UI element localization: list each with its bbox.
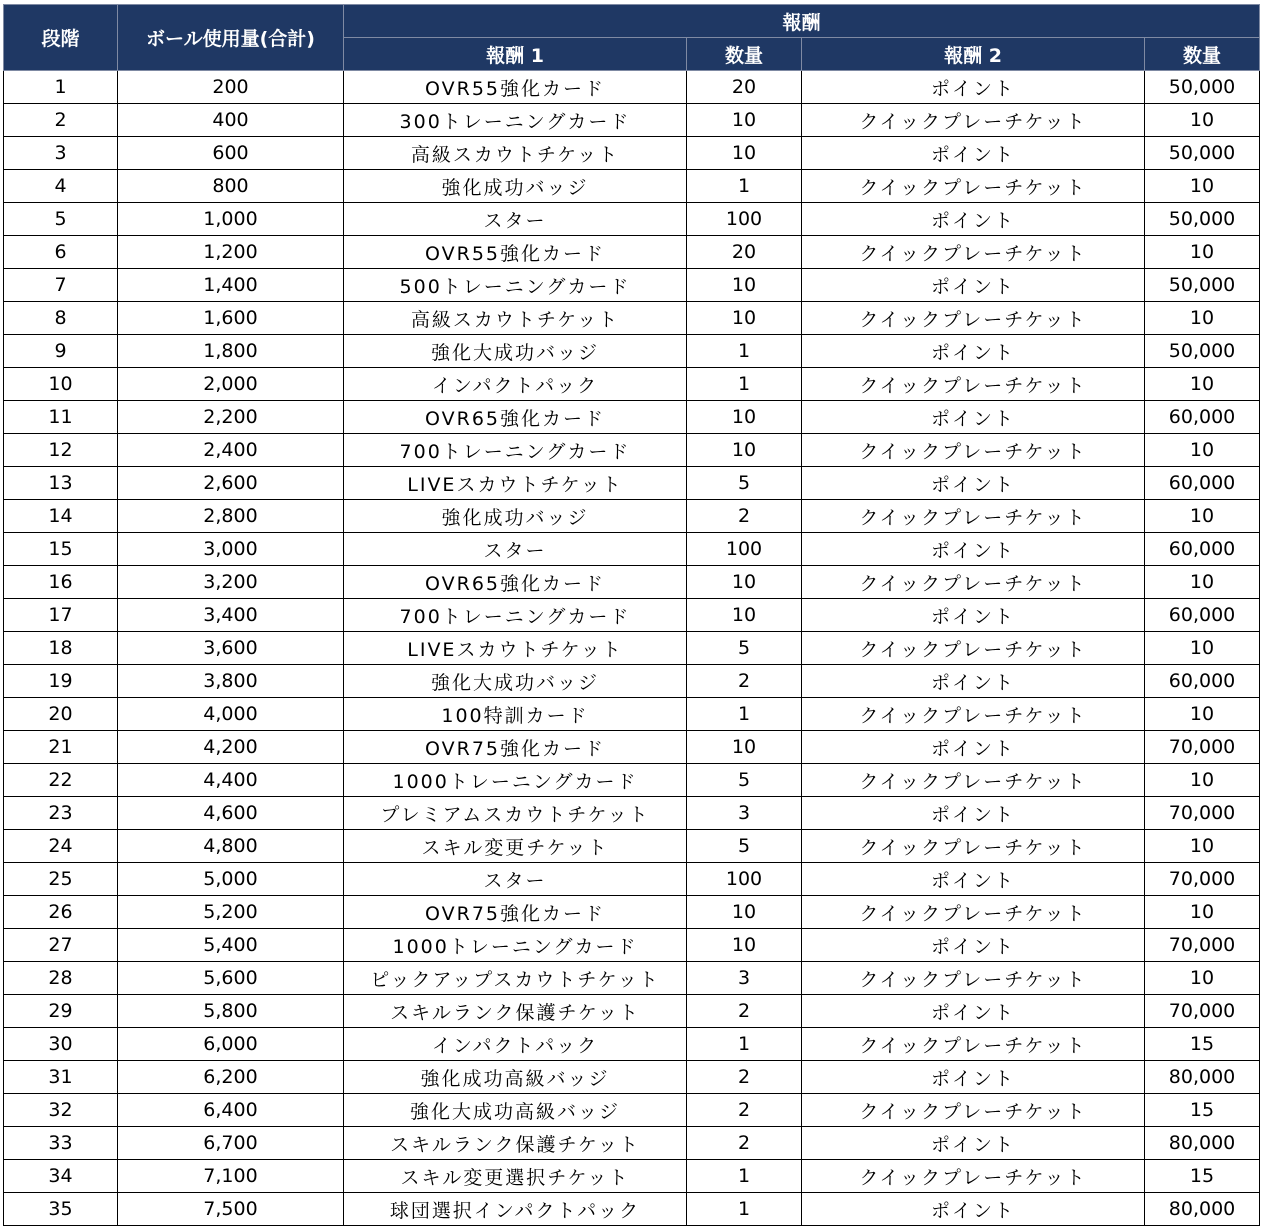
table-row (4, 797, 1260, 830)
cell-ball-usage: 3,400 (118, 599, 344, 632)
header-qty1: 数量 (687, 38, 802, 71)
cell-ball-usage: 400 (118, 104, 344, 137)
cell-qty2: 60,000 (1145, 599, 1260, 632)
cell-reward2: ポイント (802, 335, 1145, 368)
cell-stage: 9 (4, 335, 118, 368)
cell-ball-usage: 2,600 (118, 467, 344, 500)
cell-stage: 26 (4, 896, 118, 929)
cell-ball-usage: 6,200 (118, 1061, 344, 1094)
table-row (4, 995, 1260, 1028)
cell-qty1: 20 (687, 71, 802, 104)
cell-stage: 17 (4, 599, 118, 632)
cell-reward2: クイックプレーチケット (802, 500, 1145, 533)
cell-stage: 30 (4, 1028, 118, 1061)
cell-reward2: ポイント (802, 1193, 1145, 1226)
cell-stage: 23 (4, 797, 118, 830)
table-row (4, 1028, 1260, 1061)
cell-ball-usage: 1,400 (118, 269, 344, 302)
table-body (4, 71, 1260, 1226)
table-row (4, 929, 1260, 962)
cell-qty1: 5 (687, 632, 802, 665)
cell-reward1: スター (344, 863, 687, 896)
cell-reward1: スキル変更選択チケット (344, 1160, 687, 1193)
cell-qty2: 10 (1145, 962, 1260, 995)
cell-reward2: ポイント (802, 1061, 1145, 1094)
table-row (4, 764, 1260, 797)
cell-stage: 15 (4, 533, 118, 566)
cell-reward1: スター (344, 533, 687, 566)
cell-reward2: クイックプレーチケット (802, 632, 1145, 665)
cell-qty1: 20 (687, 236, 802, 269)
cell-qty1: 2 (687, 1094, 802, 1127)
cell-stage: 5 (4, 203, 118, 236)
cell-qty2: 50,000 (1145, 203, 1260, 236)
cell-ball-usage: 4,800 (118, 830, 344, 863)
cell-qty1: 1 (687, 1160, 802, 1193)
cell-reward2: ポイント (802, 731, 1145, 764)
cell-stage: 21 (4, 731, 118, 764)
cell-qty2: 70,000 (1145, 929, 1260, 962)
reward-table (3, 4, 1260, 1226)
cell-qty2: 10 (1145, 170, 1260, 203)
table-row (4, 830, 1260, 863)
cell-reward2: クイックプレーチケット (802, 236, 1145, 269)
cell-qty2: 10 (1145, 500, 1260, 533)
cell-qty1: 1 (687, 1028, 802, 1061)
cell-reward2: クイックプレーチケット (802, 1028, 1145, 1061)
cell-reward2: ポイント (802, 137, 1145, 170)
table-row (4, 467, 1260, 500)
cell-stage: 8 (4, 302, 118, 335)
cell-qty2: 10 (1145, 632, 1260, 665)
table-row (4, 665, 1260, 698)
cell-qty1: 2 (687, 1127, 802, 1160)
cell-qty1: 5 (687, 467, 802, 500)
cell-reward1: スター (344, 203, 687, 236)
cell-reward2: クイックプレーチケット (802, 1160, 1145, 1193)
cell-qty2: 10 (1145, 104, 1260, 137)
cell-reward2: ポイント (802, 203, 1145, 236)
cell-reward1: 500トレーニングカード (344, 269, 687, 302)
table-row (4, 236, 1260, 269)
table-row (4, 104, 1260, 137)
cell-qty1: 10 (687, 566, 802, 599)
cell-qty1: 1 (687, 698, 802, 731)
cell-qty1: 2 (687, 665, 802, 698)
cell-qty2: 60,000 (1145, 401, 1260, 434)
cell-qty1: 10 (687, 434, 802, 467)
cell-ball-usage: 1,000 (118, 203, 344, 236)
table-row (4, 1094, 1260, 1127)
cell-qty2: 50,000 (1145, 137, 1260, 170)
cell-qty1: 3 (687, 797, 802, 830)
cell-ball-usage: 600 (118, 137, 344, 170)
cell-reward1: 1000トレーニングカード (344, 929, 687, 962)
cell-ball-usage: 4,000 (118, 698, 344, 731)
cell-qty2: 80,000 (1145, 1127, 1260, 1160)
cell-reward2: クイックプレーチケット (802, 698, 1145, 731)
cell-reward2: クイックプレーチケット (802, 962, 1145, 995)
cell-qty2: 10 (1145, 302, 1260, 335)
cell-ball-usage: 6,700 (118, 1127, 344, 1160)
cell-ball-usage: 5,200 (118, 896, 344, 929)
cell-reward1: 700トレーニングカード (344, 599, 687, 632)
cell-ball-usage: 200 (118, 71, 344, 104)
cell-qty1: 10 (687, 896, 802, 929)
cell-ball-usage: 4,400 (118, 764, 344, 797)
cell-qty2: 80,000 (1145, 1061, 1260, 1094)
table-row (4, 962, 1260, 995)
cell-reward1: 高級スカウトチケット (344, 302, 687, 335)
cell-stage: 14 (4, 500, 118, 533)
cell-qty2: 10 (1145, 566, 1260, 599)
cell-reward1: スキルランク保護チケット (344, 1127, 687, 1160)
cell-reward1: OVR55強化カード (344, 236, 687, 269)
cell-ball-usage: 5,600 (118, 962, 344, 995)
table-row (4, 500, 1260, 533)
table-row (4, 137, 1260, 170)
cell-stage: 22 (4, 764, 118, 797)
cell-qty2: 50,000 (1145, 335, 1260, 368)
cell-reward2: ポイント (802, 467, 1145, 500)
cell-ball-usage: 3,600 (118, 632, 344, 665)
cell-reward2: クイックプレーチケット (802, 104, 1145, 137)
cell-qty1: 1 (687, 1193, 802, 1226)
table-row (4, 71, 1260, 104)
cell-reward1: 球団選択インパクトパック (344, 1193, 687, 1226)
cell-ball-usage: 3,200 (118, 566, 344, 599)
table-row (4, 1127, 1260, 1160)
cell-ball-usage: 3,000 (118, 533, 344, 566)
cell-qty1: 100 (687, 533, 802, 566)
cell-reward1: プレミアムスカウトチケット (344, 797, 687, 830)
cell-qty2: 60,000 (1145, 533, 1260, 566)
cell-reward2: ポイント (802, 995, 1145, 1028)
cell-stage: 19 (4, 665, 118, 698)
cell-qty1: 1 (687, 368, 802, 401)
cell-reward2: ポイント (802, 599, 1145, 632)
cell-reward2: クイックプレーチケット (802, 434, 1145, 467)
cell-reward2: クイックプレーチケット (802, 1094, 1145, 1127)
cell-ball-usage: 1,200 (118, 236, 344, 269)
cell-stage: 34 (4, 1160, 118, 1193)
cell-reward2: ポイント (802, 71, 1145, 104)
cell-qty1: 5 (687, 764, 802, 797)
cell-reward1: インパクトパック (344, 1028, 687, 1061)
cell-qty2: 10 (1145, 236, 1260, 269)
cell-ball-usage: 1,600 (118, 302, 344, 335)
cell-stage: 11 (4, 401, 118, 434)
table-row (4, 1160, 1260, 1193)
cell-reward1: スキルランク保護チケット (344, 995, 687, 1028)
cell-stage: 13 (4, 467, 118, 500)
cell-qty1: 2 (687, 500, 802, 533)
cell-stage: 24 (4, 830, 118, 863)
cell-qty2: 70,000 (1145, 731, 1260, 764)
cell-ball-usage: 2,000 (118, 368, 344, 401)
cell-reward1: 強化大成功バッジ (344, 335, 687, 368)
cell-qty1: 10 (687, 929, 802, 962)
cell-qty2: 80,000 (1145, 1193, 1260, 1226)
cell-ball-usage: 3,800 (118, 665, 344, 698)
table-row (4, 1061, 1260, 1094)
cell-qty1: 5 (687, 830, 802, 863)
cell-reward2: クイックプレーチケット (802, 368, 1145, 401)
cell-qty2: 50,000 (1145, 269, 1260, 302)
cell-ball-usage: 1,800 (118, 335, 344, 368)
cell-qty1: 10 (687, 104, 802, 137)
cell-ball-usage: 6,400 (118, 1094, 344, 1127)
cell-ball-usage: 4,600 (118, 797, 344, 830)
cell-qty2: 10 (1145, 434, 1260, 467)
cell-ball-usage: 2,200 (118, 401, 344, 434)
cell-qty1: 100 (687, 863, 802, 896)
table-row (4, 566, 1260, 599)
cell-reward1: インパクトパック (344, 368, 687, 401)
cell-reward1: 1000トレーニングカード (344, 764, 687, 797)
table-row (4, 434, 1260, 467)
cell-qty1: 10 (687, 269, 802, 302)
header-reward1: 報酬 1 (344, 38, 687, 71)
cell-qty1: 10 (687, 137, 802, 170)
cell-stage: 32 (4, 1094, 118, 1127)
cell-reward1: 強化成功高級バッジ (344, 1061, 687, 1094)
cell-qty1: 2 (687, 1061, 802, 1094)
table-row (4, 632, 1260, 665)
table-row (4, 368, 1260, 401)
cell-reward2: クイックプレーチケット (802, 830, 1145, 863)
cell-reward2: クイックプレーチケット (802, 764, 1145, 797)
cell-reward2: ポイント (802, 863, 1145, 896)
cell-ball-usage: 800 (118, 170, 344, 203)
cell-reward2: クイックプレーチケット (802, 302, 1145, 335)
table-row (4, 1193, 1260, 1226)
table-row (4, 401, 1260, 434)
cell-stage: 10 (4, 368, 118, 401)
cell-reward1: 強化大成功高級バッジ (344, 1094, 687, 1127)
cell-ball-usage: 5,000 (118, 863, 344, 896)
cell-ball-usage: 2,400 (118, 434, 344, 467)
cell-ball-usage: 5,400 (118, 929, 344, 962)
cell-reward1: ピックアップスカウトチケット (344, 962, 687, 995)
cell-reward1: スキル変更チケット (344, 830, 687, 863)
cell-stage: 1 (4, 71, 118, 104)
cell-stage: 18 (4, 632, 118, 665)
cell-reward1: 強化大成功バッジ (344, 665, 687, 698)
cell-qty2: 60,000 (1145, 467, 1260, 500)
cell-qty2: 70,000 (1145, 995, 1260, 1028)
table-row (4, 698, 1260, 731)
cell-qty2: 10 (1145, 830, 1260, 863)
cell-reward2: クイックプレーチケット (802, 170, 1145, 203)
cell-reward1: LIVEスカウトチケット (344, 632, 687, 665)
cell-reward2: ポイント (802, 533, 1145, 566)
cell-reward2: ポイント (802, 665, 1145, 698)
table-row (4, 269, 1260, 302)
cell-stage: 25 (4, 863, 118, 896)
cell-ball-usage: 5,800 (118, 995, 344, 1028)
cell-qty1: 10 (687, 731, 802, 764)
cell-qty2: 15 (1145, 1028, 1260, 1061)
cell-reward1: 700トレーニングカード (344, 434, 687, 467)
header-ball-usage: ボール使用量(合計) (118, 5, 344, 71)
cell-ball-usage: 7,100 (118, 1160, 344, 1193)
cell-reward2: ポイント (802, 1127, 1145, 1160)
cell-stage: 28 (4, 962, 118, 995)
cell-stage: 33 (4, 1127, 118, 1160)
cell-stage: 20 (4, 698, 118, 731)
table-row (4, 170, 1260, 203)
cell-qty2: 50,000 (1145, 71, 1260, 104)
cell-reward1: 300トレーニングカード (344, 104, 687, 137)
cell-reward1: OVR65強化カード (344, 401, 687, 434)
cell-reward2: ポイント (802, 797, 1145, 830)
cell-reward2: ポイント (802, 269, 1145, 302)
cell-qty2: 15 (1145, 1160, 1260, 1193)
cell-qty2: 70,000 (1145, 797, 1260, 830)
cell-stage: 2 (4, 104, 118, 137)
cell-ball-usage: 7,500 (118, 1193, 344, 1226)
table-row (4, 599, 1260, 632)
cell-qty2: 15 (1145, 1094, 1260, 1127)
header-stage: 段階 (4, 5, 118, 71)
header-rewards: 報酬 (344, 5, 1260, 38)
cell-qty2: 70,000 (1145, 863, 1260, 896)
cell-qty1: 2 (687, 995, 802, 1028)
cell-reward1: 強化成功バッジ (344, 500, 687, 533)
cell-ball-usage: 6,000 (118, 1028, 344, 1061)
cell-qty1: 10 (687, 302, 802, 335)
header-reward2: 報酬 2 (802, 38, 1145, 71)
cell-reward1: 強化成功バッジ (344, 170, 687, 203)
table-row (4, 533, 1260, 566)
cell-stage: 3 (4, 137, 118, 170)
table-row (4, 203, 1260, 236)
cell-reward2: ポイント (802, 401, 1145, 434)
cell-qty2: 10 (1145, 764, 1260, 797)
cell-qty2: 60,000 (1145, 665, 1260, 698)
cell-qty2: 10 (1145, 896, 1260, 929)
cell-qty1: 10 (687, 401, 802, 434)
table-row (4, 335, 1260, 368)
table-row (4, 863, 1260, 896)
cell-stage: 12 (4, 434, 118, 467)
table-row (4, 896, 1260, 929)
cell-qty2: 10 (1145, 698, 1260, 731)
cell-qty1: 3 (687, 962, 802, 995)
cell-ball-usage: 4,200 (118, 731, 344, 764)
cell-reward1: 高級スカウトチケット (344, 137, 687, 170)
table-header (4, 5, 1260, 71)
cell-stage: 27 (4, 929, 118, 962)
cell-stage: 16 (4, 566, 118, 599)
cell-reward1: OVR75強化カード (344, 731, 687, 764)
cell-ball-usage: 2,800 (118, 500, 344, 533)
cell-reward1: LIVEスカウトチケット (344, 467, 687, 500)
table-row (4, 302, 1260, 335)
cell-stage: 7 (4, 269, 118, 302)
cell-reward1: OVR55強化カード (344, 71, 687, 104)
cell-qty2: 10 (1145, 368, 1260, 401)
cell-qty1: 10 (687, 599, 802, 632)
cell-reward2: クイックプレーチケット (802, 566, 1145, 599)
header-qty2: 数量 (1145, 38, 1260, 71)
table-row (4, 731, 1260, 764)
cell-qty1: 1 (687, 335, 802, 368)
cell-stage: 29 (4, 995, 118, 1028)
cell-stage: 4 (4, 170, 118, 203)
cell-reward1: 100特訓カード (344, 698, 687, 731)
cell-qty1: 100 (687, 203, 802, 236)
cell-stage: 6 (4, 236, 118, 269)
cell-qty1: 1 (687, 170, 802, 203)
cell-reward2: クイックプレーチケット (802, 896, 1145, 929)
cell-stage: 35 (4, 1193, 118, 1226)
cell-reward1: OVR65強化カード (344, 566, 687, 599)
cell-reward2: ポイント (802, 929, 1145, 962)
cell-reward1: OVR75強化カード (344, 896, 687, 929)
cell-stage: 31 (4, 1061, 118, 1094)
